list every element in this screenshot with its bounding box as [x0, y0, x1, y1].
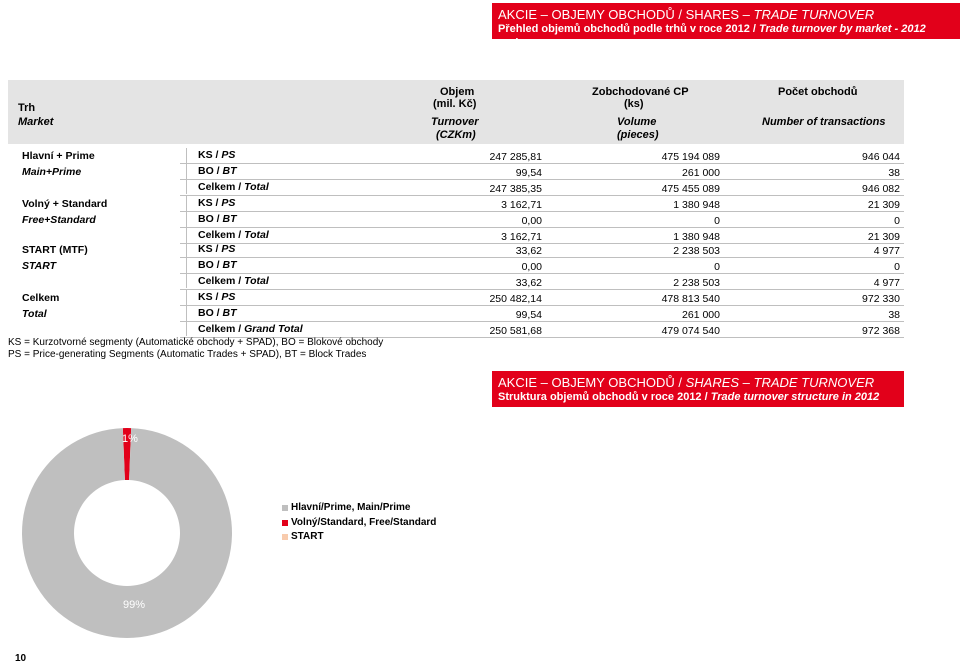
group-divider — [186, 196, 187, 242]
group-divider — [186, 148, 187, 194]
header-banner-subtitle: Přehled objemů obchodů podle trhů v roce 2012 / Trade turnover by market - 2012 review — [498, 23, 926, 49]
legend-swatch — [282, 520, 288, 526]
cell-volume: 478 813 540 — [661, 293, 720, 305]
cell-turnover: 250 482,14 — [489, 293, 542, 305]
market-name-cz: Volný + Standard — [22, 198, 108, 210]
legend-swatch — [282, 534, 288, 540]
cell-trades: 0 — [894, 261, 900, 273]
col-volume-cz1: Zobchodované CP — [592, 86, 689, 98]
cell-trades: 38 — [888, 309, 900, 321]
market-name-en: Main+Prime — [22, 166, 82, 178]
cell-trades: 946 044 — [862, 151, 900, 163]
col-trades-en: Number of transactions — [762, 116, 886, 128]
col-volume-en1: Volume — [617, 116, 657, 128]
data-label: 99% — [123, 599, 146, 611]
chart-banner-subtitle: Struktura objemů obchodů v roce 2012 / Trade turnover structure in 2012 — [498, 391, 880, 403]
legend-item — [282, 502, 411, 513]
legend-item — [282, 531, 324, 542]
segment-label: KS / PS — [198, 149, 236, 161]
market-name-en: Free+Standard — [22, 214, 96, 226]
cell-turnover: 33,62 — [515, 245, 542, 257]
col-turnover-en1: Turnover — [431, 116, 479, 128]
col-trades-cz: Počet obchodů — [778, 86, 858, 98]
header-banner — [492, 3, 960, 49]
segment-label: BO / BT — [198, 259, 237, 271]
group-divider — [186, 242, 187, 288]
cell-trades: 38 — [888, 167, 900, 179]
cell-volume: 475 455 089 — [661, 183, 720, 195]
cell-volume: 261 000 — [682, 167, 720, 179]
header-banner-title: AKCIE – OBJEMY OBCHODŮ / SHARES – TRADE TURNOVER — [498, 7, 875, 22]
legend-label: Volný/Standard, Free/Standard — [291, 517, 437, 528]
segment-label: Celkem / Grand Total — [198, 323, 303, 335]
legend-item — [282, 517, 436, 528]
cell-volume: 1 380 948 — [673, 231, 720, 243]
col-turnover-en2: (CZKm) — [436, 129, 476, 141]
col-turnover-cz1: Objem — [440, 86, 475, 98]
cell-trades: 946 082 — [862, 183, 900, 195]
cell-turnover: 247 385,35 — [489, 183, 542, 195]
cell-trades: 972 330 — [862, 293, 900, 305]
market-name-en: START — [22, 260, 57, 272]
col-turnover-cz2: (mil. Kč) — [433, 98, 477, 110]
cell-trades: 4 977 — [873, 277, 900, 289]
cell-turnover: 250 581,68 — [489, 325, 542, 337]
col-volume-en2: (pieces) — [617, 129, 659, 141]
segment-label: KS / PS — [198, 291, 236, 303]
cell-volume: 0 — [714, 261, 720, 273]
legend-label: Hlavní/Prime, Main/Prime — [291, 502, 411, 513]
segment-label: BO / BT — [198, 213, 237, 225]
cell-trades: 21 309 — [867, 231, 900, 243]
col-volume-cz2: (ks) — [624, 98, 644, 110]
legend-swatch — [282, 505, 288, 511]
note-ps: PS = Price-generating Segments (Automatic Trades + SPAD), BT = Block Trades — [8, 349, 367, 360]
cell-volume: 2 238 503 — [673, 245, 720, 257]
cell-volume: 0 — [714, 215, 720, 227]
cell-volume: 1 380 948 — [673, 199, 720, 211]
segment-label: KS / PS — [198, 243, 236, 255]
cell-trades: 0 — [894, 215, 900, 227]
segment-label: BO / BT — [198, 165, 237, 177]
market-name-cz: START (MTF) — [22, 244, 88, 256]
market-name-cz: Celkem — [22, 292, 60, 304]
cell-turnover: 3 162,71 — [501, 199, 542, 211]
cell-trades: 21 309 — [867, 199, 900, 211]
chart-banner-title: AKCIE – OBJEMY OBCHODŮ / SHARES – TRADE TURNOVER — [498, 375, 875, 390]
cell-volume: 479 074 540 — [661, 325, 720, 337]
cell-turnover: 99,54 — [515, 309, 542, 321]
note-ks: KS = Kurzotvorné segmenty (Automatické obchody + SPAD), BO = Blokové obchody — [8, 337, 384, 348]
cell-trades: 972 368 — [862, 325, 900, 337]
cell-volume: 2 238 503 — [673, 277, 720, 289]
cell-trades: 4 977 — [873, 245, 900, 257]
chart-banner — [492, 371, 904, 407]
col-market-en: Market — [18, 116, 54, 128]
group-divider — [186, 290, 187, 336]
cell-volume: 475 194 089 — [661, 151, 720, 163]
cell-turnover: 0,00 — [521, 261, 542, 273]
segment-label: Celkem / Total — [198, 181, 269, 193]
cell-turnover: 33,62 — [515, 277, 542, 289]
segment-label: KS / PS — [198, 197, 236, 209]
cell-turnover: 247 285,81 — [489, 151, 542, 163]
data-label: 1% — [122, 433, 138, 445]
segment-label: BO / BT — [198, 307, 237, 319]
market-name-cz: Hlavní + Prime — [22, 150, 95, 162]
cell-turnover: 99,54 — [515, 167, 542, 179]
segment-label: Celkem / Total — [198, 229, 269, 241]
legend-label: START — [291, 531, 324, 542]
cell-turnover: 0,00 — [521, 215, 542, 227]
cell-volume: 261 000 — [682, 309, 720, 321]
segment-label: Celkem / Total — [198, 275, 269, 287]
cell-turnover: 3 162,71 — [501, 231, 542, 243]
page-number: 10 — [15, 653, 27, 664]
col-market-cz: Trh — [18, 102, 36, 114]
market-name-en: Total — [22, 308, 47, 320]
